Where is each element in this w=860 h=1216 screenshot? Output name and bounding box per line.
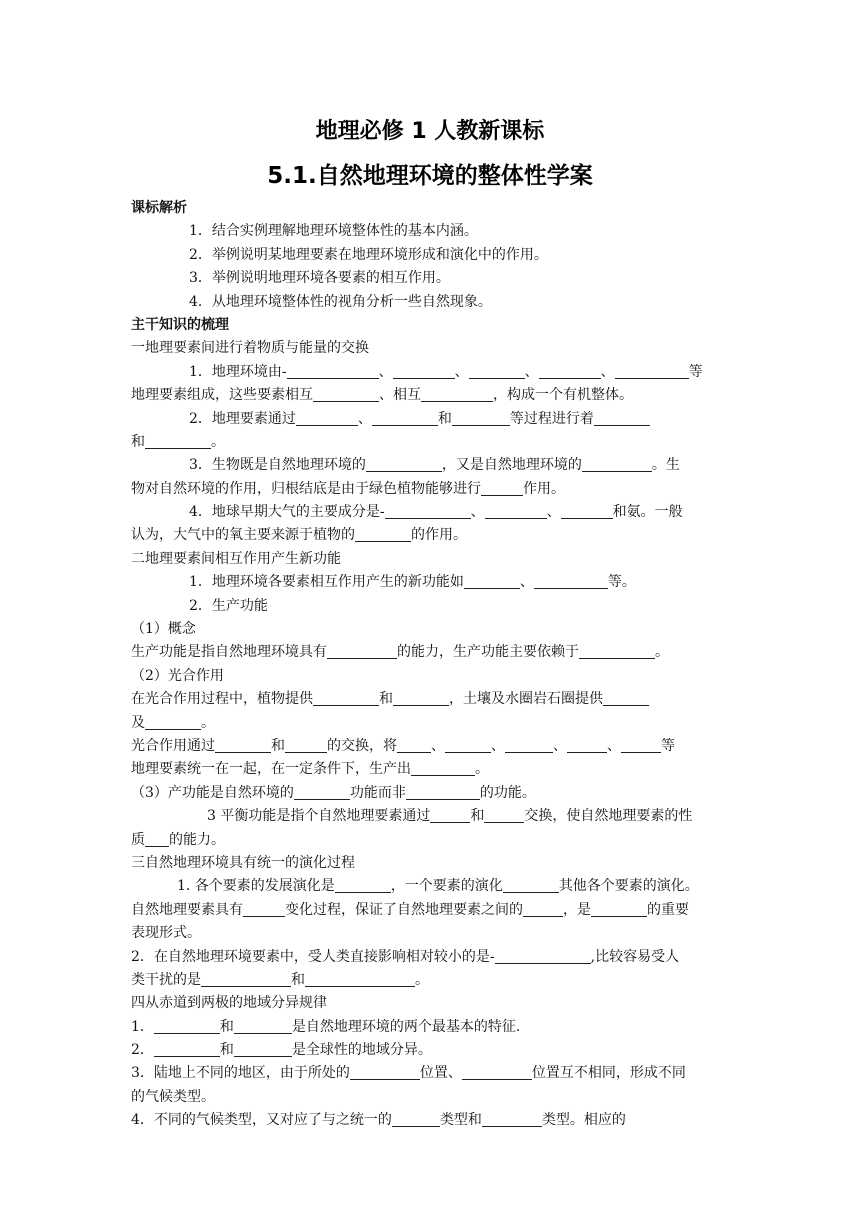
part-heading: 四从赤道到两极的地域分异规律 [131, 995, 327, 1012]
text-line: 1．地理环境各要素相互作用产生的新功能如 、 等。 [189, 574, 636, 591]
answer-blank[interactable] [201, 972, 291, 987]
text-line: 3．陆地上不同的地区，由于所处的 位置、 位置互不相同，形成不同 [131, 1065, 686, 1082]
answer-blank[interactable] [287, 364, 379, 379]
text-line: 物对自然环境的作用，归根结底是由于绿色植物能够进行 作用。 [131, 480, 565, 497]
answer-blank[interactable] [234, 1042, 292, 1057]
text-line: 认为，大气中的氧主要来源于植物的 的作用。 [131, 527, 467, 544]
text-line: 1. 各个要素的发展演化是 ，一个要素的演化 其他各个要素的演化。 [177, 878, 699, 895]
answer-blank[interactable] [350, 1065, 420, 1080]
text-line: 4．地球早期大气的主要成分是- 、 、 和氨。一般 [189, 504, 683, 521]
answer-blank[interactable] [462, 1065, 532, 1080]
answer-blank[interactable] [385, 504, 471, 519]
objective-item: 2．举例说明某地理要素在地理环境形成和演化中的作用。 [189, 246, 548, 263]
part-heading: 三自然地理环境具有统一的演化过程 [131, 854, 355, 871]
answer-blank[interactable] [495, 949, 591, 964]
text-line: 和 。 [131, 433, 225, 450]
text-line: 3．生物既是自然地理环境的 ，又是自然地理环境的 。生 [189, 457, 680, 474]
text-line: 1． 和 是自然地理环境的两个最基本的特征. [131, 1018, 521, 1035]
answer-blank[interactable] [482, 1112, 542, 1127]
answer-blank[interactable] [392, 1112, 440, 1127]
answer-blank[interactable] [594, 411, 650, 426]
text-line: 地理要素组成，这些要素相互 、相互 ，构成一个有机整体。 [131, 387, 633, 404]
answer-blank[interactable] [406, 785, 480, 800]
answer-blank[interactable] [313, 387, 379, 402]
answer-blank[interactable] [393, 691, 449, 706]
answer-blank[interactable] [296, 411, 358, 426]
document-title: 地理必修 1 人教新课标 [315, 119, 545, 144]
answer-blank[interactable] [154, 1019, 220, 1034]
text-line: 表现形式。 [131, 925, 201, 942]
answer-blank[interactable] [561, 504, 613, 519]
answer-blank[interactable] [234, 1019, 292, 1034]
objective-item: 4．从地理环境整体性的视角分析一些自然现象。 [189, 293, 492, 310]
answer-blank[interactable] [154, 1042, 220, 1057]
answer-blank[interactable] [582, 457, 652, 472]
answer-blank[interactable] [313, 691, 379, 706]
text-line: 及 。 [131, 714, 215, 731]
answer-blank[interactable] [615, 364, 689, 379]
answer-blank[interactable] [485, 504, 547, 519]
answer-blank[interactable] [305, 972, 415, 987]
answer-blank[interactable] [481, 481, 523, 496]
answer-blank[interactable] [285, 738, 327, 753]
answer-blank[interactable] [567, 738, 607, 753]
answer-blank[interactable] [505, 738, 553, 753]
answer-blank[interactable] [243, 902, 285, 917]
text-line: 1．地理环境由- 、 、 、 、 等 [189, 363, 703, 380]
answer-blank[interactable] [579, 644, 655, 659]
text-line: 光合作用通过 和 的交换，将 、 、 、 、 等 [131, 737, 675, 754]
text-line: 在光合作用过程中，植物提供 和 ，土壤及水圈岩石圈提供 [131, 688, 731, 711]
document-subtitle: 5.1.自然地理环境的整体性学案 [267, 163, 593, 189]
answer-blank[interactable] [469, 364, 525, 379]
part-heading: 二地理要素间相互作用产生新功能 [131, 550, 341, 567]
text-line: 2．地理要素通过 、 和 等过程进行着 [131, 408, 731, 431]
text-line: 的气候类型。 [131, 1088, 215, 1105]
text-line: 3 平衡功能是指个自然地理要素通过 和 交换，使自然地理要素的性 [207, 808, 693, 825]
answer-blank[interactable] [215, 738, 271, 753]
text-line: 类干扰的是 和 。 [131, 971, 429, 988]
text-line: 4．不同的气候类型，又对应了与之统一的 类型和 类型。相应的 [131, 1112, 626, 1129]
answer-blank[interactable] [591, 902, 647, 917]
text-line: 生产功能是指自然地理环境具有 的能力，生产功能主要依赖于 。 [131, 644, 669, 661]
answer-blank[interactable] [445, 738, 491, 753]
document-body [131, 197, 731, 1133]
answer-blank[interactable] [523, 902, 563, 917]
text-line: （3）产功能是自然环境的 功能而非 的功能。 [131, 784, 536, 801]
answer-blank[interactable] [539, 364, 601, 379]
answer-blank[interactable] [452, 411, 510, 426]
answer-blank[interactable] [430, 808, 470, 823]
answer-blank[interactable] [421, 387, 493, 402]
answer-blank[interactable] [484, 808, 524, 823]
text-line: 2．生产功能 [189, 597, 268, 614]
objective-item: 1．结合实例理解地理环境整体性的基本内涵。 [189, 223, 478, 240]
text-line: 自然地理要素具有 变化过程，保证了自然地理要素之间的 ，是 的重要 [131, 901, 689, 918]
answer-blank[interactable] [621, 738, 661, 753]
text-line: 质 的能力。 [131, 831, 225, 848]
answer-blank[interactable] [294, 785, 350, 800]
text-line: （2）光合作用 [131, 667, 224, 684]
answer-blank[interactable] [372, 411, 438, 426]
answer-blank[interactable] [366, 457, 442, 472]
answer-blank[interactable] [335, 878, 391, 893]
text-line: 地理要素统一在一起，在一定条件下，生产出 。 [131, 761, 489, 778]
text-line: 2． 和 是全球性的地域分异。 [131, 1042, 432, 1059]
answer-blank[interactable] [145, 715, 201, 730]
section-heading-zgzs: 主干知识的梳理 [131, 316, 229, 333]
answer-blank[interactable] [145, 434, 211, 449]
answer-blank[interactable] [603, 691, 649, 706]
answer-blank[interactable] [411, 761, 475, 776]
objective-item: 3．举例说明地理环境各要素的相互作用。 [189, 270, 450, 287]
answer-blank[interactable] [393, 364, 455, 379]
answer-blank[interactable] [534, 574, 608, 589]
answer-blank[interactable] [355, 527, 411, 542]
answer-blank[interactable] [503, 878, 559, 893]
text-line: 2．在自然地理环境要素中，受人类直接影响相对较小的是- ,比较容易受人 [131, 948, 680, 965]
answer-blank[interactable] [145, 832, 169, 847]
section-heading-kbjx: 课标解析 [131, 200, 187, 216]
part-heading: 一地理要素间进行着物质与能量的交换 [131, 340, 369, 357]
text-line: （1）概念 [131, 621, 196, 638]
answer-blank[interactable] [327, 644, 397, 659]
answer-blank[interactable] [464, 574, 520, 589]
answer-blank[interactable] [397, 738, 431, 753]
